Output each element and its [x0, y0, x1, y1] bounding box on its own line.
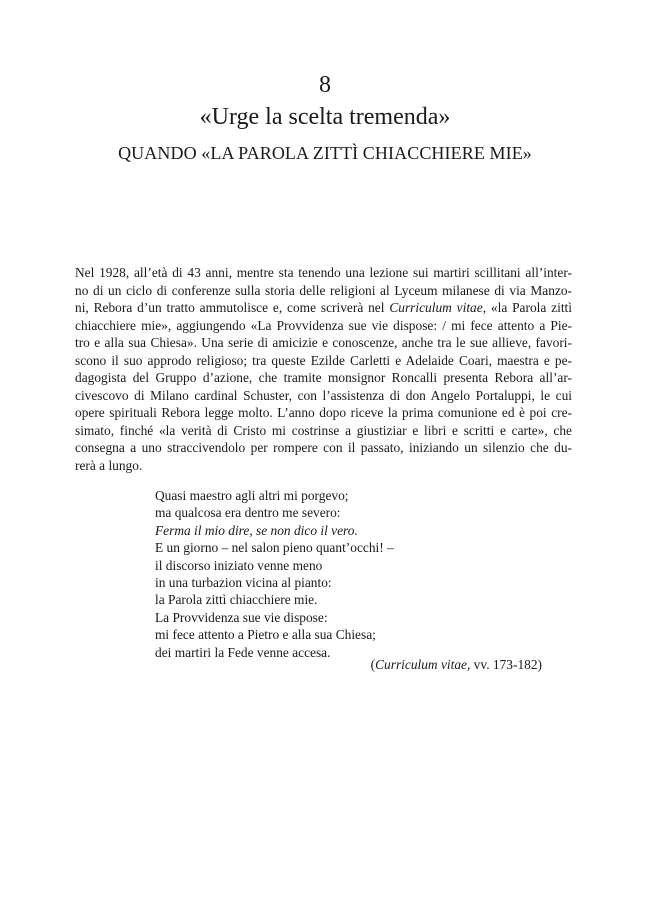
citation-work-title: Curriculum vitae [375, 657, 467, 672]
poem-verse: Ferma il mio dire, se non dico il vero. [155, 522, 358, 538]
text-run: , «la Parola zittì [482, 300, 572, 315]
paragraph-line [75, 264, 572, 282]
paragraph-line [75, 369, 572, 387]
citation-open: ( [370, 657, 376, 672]
text-run: dagogista del Gruppo d’azione, che tramite monsignor Roncalli presenta Rebora all’ar- [75, 370, 572, 385]
paragraph-line [75, 387, 572, 405]
poem-verse: mi fece attento a Pietro e alla sua Chiesa; [155, 627, 376, 643]
chapter-title: «Urge la scelta tremenda» [199, 104, 451, 130]
paragraph-line [75, 457, 572, 475]
text-run: simato, finché «la verità di Cristo mi costrinse a giustiziar e libri e scritti e carte», che [75, 422, 572, 438]
paragraph-line [75, 317, 572, 335]
paragraph-line [75, 299, 572, 317]
poem-verse: E un giorno – nel salon pieno quant’occhi! – [155, 540, 394, 556]
text-run: ni, Rebora d’un tratto ammutolisce e, come scriverà nel [75, 300, 390, 315]
text-run: rerà a lungo. [75, 457, 143, 473]
paragraph-line [75, 282, 572, 300]
poem-verse: ma qualcosa era dentro me severo: [155, 505, 341, 521]
italic-title: Curriculum vitae [389, 300, 483, 315]
paragraph-line [75, 404, 572, 422]
text-run: consegna a uno straccivendolo per rompere con il passato, iniziando un silenzio che du- [75, 440, 572, 455]
paragraph-line [75, 439, 572, 457]
chapter-number: 8 [319, 72, 331, 98]
chapter-subtitle: QUANDO «LA PAROLA ZITTÌ CHIACCHIERE MIE» [118, 143, 532, 163]
text-run: civescovo di Milano cardinal Schuster, con l’assistenza di don Angelo Portaluppi, le cui [75, 387, 572, 403]
paragraph-line [75, 422, 572, 440]
text-run: scono il suo approdo religioso; tra queste Ezilde Carletti e Adelaide Coari, maestra e pe- [75, 352, 572, 368]
text-run: no di un ciclo di conferenze sulla storia delle religioni al Lyceum milanese di via Manzo- [75, 282, 572, 298]
poem-verse: dei martiri la Fede venne accesa. [155, 644, 331, 660]
poem-verse: la Parola zittì chiacchiere mie. [155, 592, 318, 608]
body-paragraph [75, 264, 572, 474]
poem-citation [300, 656, 542, 674]
paragraph-line [75, 352, 572, 370]
poem-verse: Quasi maestro agli altri mi porgevo; [155, 488, 349, 503]
text-run: Nel 1928, all’età di 43 anni, mentre sta tenendo una lezione sui martiri scillitani all’inter- [75, 265, 572, 280]
citation-verses: , vv. 173-182) [466, 657, 542, 672]
poem-block [155, 487, 535, 661]
text-run: chiacchiere mie», aggiungendo «La Provvidenza sue vie dispose: / mi fece attento a Pie- [75, 317, 572, 333]
poem-verse: in una turbazion vicina al pianto: [155, 575, 332, 591]
text-run: opere spirituali Rebora legge molto. L’anno dopo riceve la prima comunione ed è poi cre- [75, 405, 572, 420]
poem-verse: La Provvidenza sue vie dispose: [155, 609, 328, 625]
poem-verse: il discorso iniziato venne meno [155, 557, 323, 573]
paragraph-line [75, 334, 572, 352]
text-run: tro e alla sua Chiesa». Una serie di amicizie e conoscenze, anche tra le sue allieve, favori- [75, 335, 572, 350]
